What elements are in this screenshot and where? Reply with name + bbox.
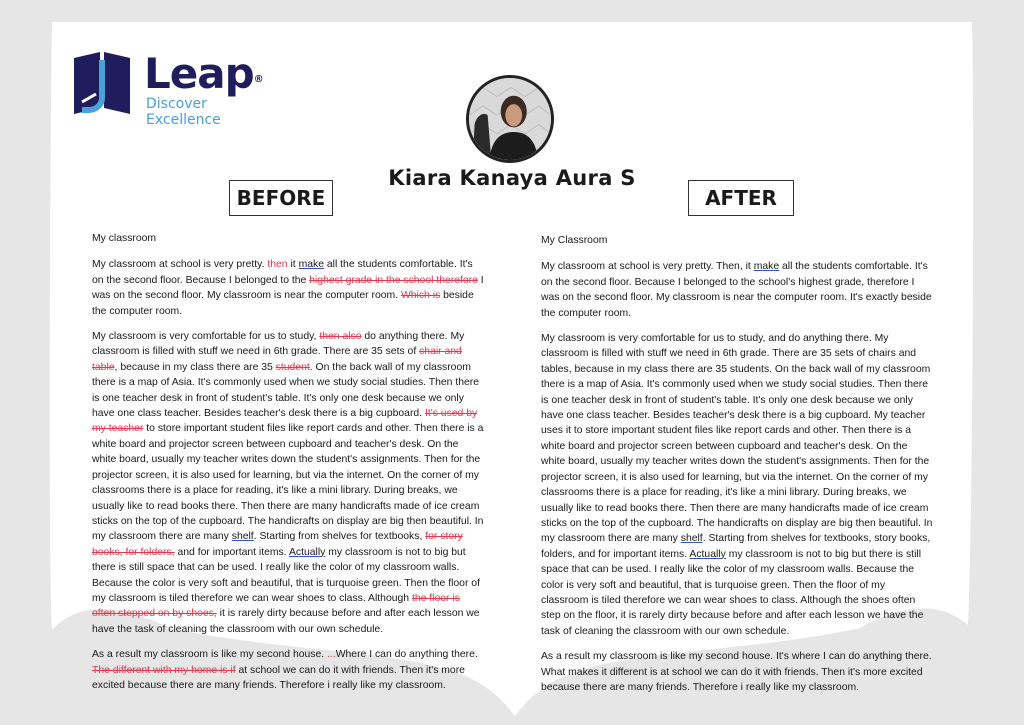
text-segment: My classroom at school is very pretty.: [92, 259, 268, 271]
text-segment: . On the back wall of my classroom there is a map of Asia. It's commonly used when we study social studies. Then there is one teacher desk in front of student's table. It's only one desk because we only have one class teacher. Besides teacher's desk there is a big cupboard.: [92, 361, 480, 420]
text-segment: all the students comfortable. It's on the second floor. Because I belonged to the school's highest grade, therefore I was on the second floor. My classroom is near the computer room. It's exactly beside the computer room.: [541, 261, 932, 319]
leap-logo: [70, 50, 264, 128]
text-segment: beside the computer room.: [92, 290, 474, 317]
before-essay-title: My classroom: [92, 233, 157, 244]
flagged-word: make: [298, 259, 324, 271]
deleted-text: then also: [319, 331, 362, 343]
after-paragraph-1: [541, 259, 934, 321]
flagged-word: make: [753, 261, 780, 273]
after-paragraph-3: [541, 649, 934, 695]
deleted-text: highest grade in the school therefore: [309, 274, 478, 286]
text-segment: My classroom is very comfortable for us to study, and do anything there. My classroom is filled with stuff we need in 6th grade. There are 35 sets of chairs and tables, because in my class there are 35 students. On the back wall of my classroom there is a map of Asia. It's commonly used when we study social studies. Then there is one teacher desk in front of student's table. It's only one desk because we only have one class teacher. Besides teacher's desk there is a big cupboard. My teacher uses it to store important student files like report cards and other. Then there is a white board and projector screen between cupboard and teacher's desk. On the white board, usually my teacher writes down the student's assignments. Then for the projector screen, it is also used for learning, but via the internet. On the corner of my classrooms there is a place for reading, it's like a mini library. During breaks, we usually like to read books there. Then there are many handicrafts made of ice cream sticks on the top of the cupboard. The handicrafts on display are big then beautiful. In my classroom there are many: [541, 333, 933, 545]
text-segment: it: [287, 259, 299, 271]
flagged-word: Actually: [689, 548, 726, 560]
text-segment: As a result my classroom is like my second house.: [92, 649, 328, 661]
after-essay-title: My Classroom: [541, 235, 608, 246]
text-segment: . Starting from shelves for textbooks,: [253, 531, 426, 543]
leap-book-icon: [70, 50, 134, 116]
flagged-word: shelf: [680, 533, 703, 545]
flagged-word: Actually: [288, 546, 326, 558]
text-segment: my classroom is not to big but there is still space that can be used. I really like the color of my classroom walls. Because the color is very soft and beautiful, that is turquoise green. Then the floor of my classroom is tiled therefore we can wear shoes to class. Although the shoes often step on the floor, it is rarely dirty because before and after each lesson we have the task of cleaning the classroom with our own schedule.: [541, 548, 924, 637]
text-segment: . Starting from shelves for textbooks, story books, folders, and for important items.: [541, 533, 931, 560]
brand-name: Leap®: [144, 49, 264, 98]
text-segment: at school we can do it with friends. Then it's more excited because there are many friends. Therefore i really like my classroom.: [92, 664, 465, 691]
after-label: AFTER: [688, 180, 794, 216]
student-photo-icon: [469, 78, 551, 160]
before-paragraph-3: [92, 647, 484, 693]
flagged-word: shelf: [231, 531, 254, 543]
before-essay: [92, 231, 484, 703]
deleted-text: The different with my home is if: [92, 664, 236, 676]
text-segment: all the students comfortable. It's on the second floor. Because I belonged to the: [92, 259, 473, 286]
text-segment: As a result my classroom is like my second house. It's where I can do anything there. What makes it different is at school we can do it with friends. Then it's more excited because there are many friends. Therefore i really like my classroom.: [541, 651, 932, 693]
student-name: Kiara Kanaya Aura S: [388, 166, 636, 190]
text-segment: My classroom at school is very pretty. Then, it: [541, 261, 754, 273]
deleted-text: the floor is often stepped on by shoes,: [92, 592, 460, 620]
text-segment: My classroom is very comfortable for us to study,: [92, 331, 320, 343]
text-segment: I was on the second floor. My classroom is near the computer room.: [92, 274, 484, 302]
deleted-text: chair and table: [92, 346, 462, 373]
text-segment: my classroom is not to big but there is still space that can be used. I really like the color of my classroom walls. Because the color is very soft and beautiful, that is turquoise green. Then the floor of my classroom is tiled therefore we can wear shoes to class. Although: [92, 546, 480, 604]
text-segment: , because in my class there are 35: [114, 361, 276, 373]
before-paragraph-2: [92, 329, 484, 637]
deleted-text: for story books, for folders,: [92, 531, 463, 558]
brand-tagline-line2: Excellence: [146, 112, 221, 128]
brand-tagline-line1: Discover: [146, 96, 207, 112]
before-label: BEFORE: [229, 180, 333, 216]
edit-mark: ...: [327, 649, 336, 661]
student-avatar: [466, 75, 554, 163]
text-segment: and for important items.: [174, 546, 289, 558]
text-segment: do anything there. My classroom is filled with stuff we need in 6th grade. There are 35 sets of: [92, 331, 465, 358]
text-segment: Where I can do anything there.: [335, 649, 478, 661]
text-segment: to store important student files like report cards and other. Then there is a white board and projector screen between cupboard and teacher's desk. On the white board, usually my teacher writes down the student's assignments. Then for the projector screen, it is also used for learning, but via the internet. On the corner of my classrooms there is a place for reading, it's like a mini library. During breaks, we usually like to read books there. Then there are many handicrafts made of ice cream sticks on the top of the cupboard. The handicrafts on display are big then beautiful. In my classroom there are many: [92, 423, 484, 543]
deleted-text: student: [275, 361, 310, 373]
deleted-text: Which is: [400, 290, 441, 302]
before-paragraph-1: [92, 257, 484, 319]
deleted-text: It's used by my teacher: [92, 408, 478, 435]
after-paragraph-2: [541, 331, 934, 639]
edit-mark: then: [267, 259, 288, 271]
text-segment: it is rarely dirty because before and after each lesson we have the task of cleaning the classroom with our own schedule.: [92, 608, 480, 635]
after-essay: [541, 233, 934, 705]
